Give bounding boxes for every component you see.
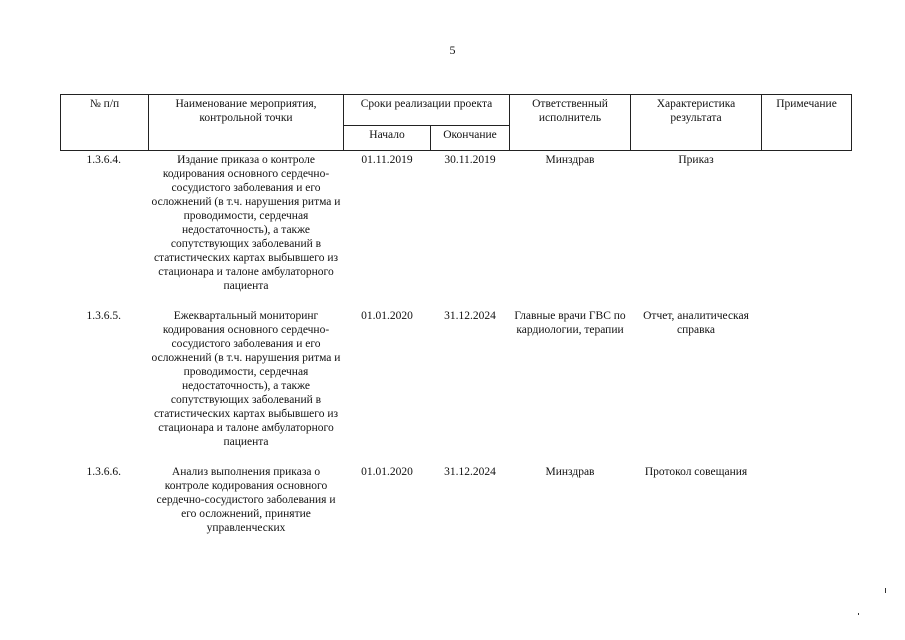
table-body <box>61 151 852 552</box>
row-result: Отчет, аналитическая справка <box>643 310 749 336</box>
row-num: 1.3.6.5. <box>86 310 121 322</box>
header-num: № п/п <box>61 95 149 151</box>
project-plan-table <box>60 94 852 551</box>
header-start: Начало <box>344 126 431 151</box>
page-number: 5 <box>449 43 456 57</box>
row-responsible: Минздрав <box>545 154 595 166</box>
row-num: 1.3.6.6. <box>86 466 121 478</box>
scan-artifact-mark <box>885 588 886 593</box>
row-start: 01.01.2020 <box>361 310 413 322</box>
row-responsible: Главные врачи ГВС по кардиологии, терапии <box>514 310 626 336</box>
row-responsible: Минздрав <box>545 466 595 478</box>
row-note <box>762 151 852 310</box>
row-start: 01.11.2019 <box>361 154 413 166</box>
header-result: Характеристика результата <box>631 95 762 151</box>
row-name: Анализ выполнения приказа о контроле кодирования основного сердечно-сосудистого заболевания и его осложнений, принятие управленческих <box>156 466 336 534</box>
row-end: 30.11.2019 <box>444 154 496 166</box>
header-note: Примечание <box>762 95 852 151</box>
row-end: 31.12.2024 <box>444 466 496 478</box>
header-responsible: Ответственный исполнитель <box>510 95 631 151</box>
row-result: Протокол совещания <box>644 466 748 478</box>
row-start: 01.01.2020 <box>361 466 413 478</box>
row-note <box>762 309 852 465</box>
table-row <box>61 309 852 465</box>
row-result: Приказ <box>678 154 714 166</box>
row-num: 1.3.6.4. <box>86 154 121 166</box>
header-end: Окончание <box>431 126 510 151</box>
scan-artifact-dot <box>858 613 859 615</box>
table-row <box>61 151 852 310</box>
header-period: Сроки реализации проекта <box>344 95 510 126</box>
row-note <box>762 465 852 551</box>
table-header <box>61 95 852 151</box>
header-name: Наименование мероприятия, контрольной точки <box>149 95 344 151</box>
row-end: 31.12.2024 <box>444 310 496 322</box>
row-name: Издание приказа о контроле кодирования основного сердечно-сосудистого заболевания и его осложнений (в т.ч. нарушения ритма и проводимости, сердечная недостаточность), а также сопутствующих заболеваний в статистических картах выбывшего из стационара и талоне амбулаторного пациента <box>151 154 341 292</box>
table-row <box>61 465 852 551</box>
row-name: Ежеквартальный мониторинг кодирования основного сердечно-сосудистого заболевания и его осложнений (в т.ч. нарушения ритма и проводимости, сердечная недостаточность), а также сопутствующих заболеваний в статистических картах выбывшего из стационара и талоне амбулаторного пациента <box>151 310 341 448</box>
